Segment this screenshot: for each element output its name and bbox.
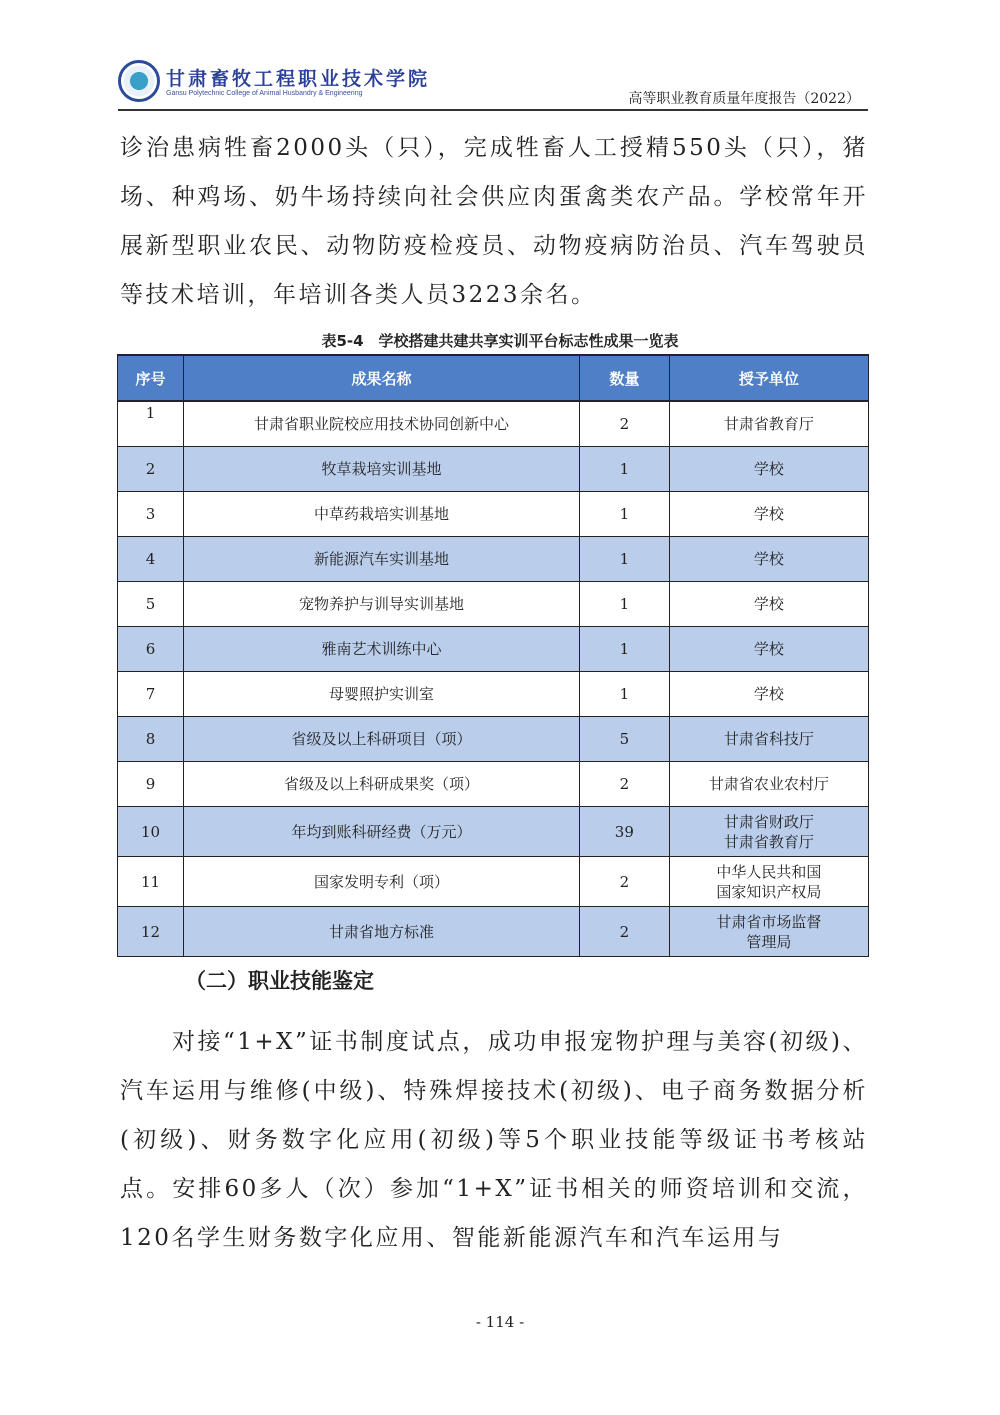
- achievement-name: 母婴照护实训室: [184, 672, 580, 717]
- school-logo: [118, 60, 160, 102]
- achievement-name: 甘肃省职业院校应用技术协同创新中心: [184, 401, 580, 447]
- quantity: 1: [580, 627, 670, 672]
- row-number: 3: [118, 492, 184, 537]
- awarding-unit: 甘肃省农业农村厅: [669, 762, 868, 807]
- table-row: [118, 537, 869, 582]
- section-heading: （二）职业技能鉴定: [185, 968, 374, 993]
- quantity: 2: [580, 762, 670, 807]
- row-number: 1: [118, 401, 184, 447]
- awarding-unit: 学校: [669, 447, 868, 492]
- achievement-name: 年均到账科研经费（万元）: [184, 807, 580, 857]
- awarding-unit: 甘肃省科技厅: [669, 717, 868, 762]
- table-row: [118, 807, 869, 857]
- achievement-name: 宠物养护与训导实训基地: [184, 582, 580, 627]
- table-row: [118, 492, 869, 537]
- table-row: [118, 582, 869, 627]
- row-number: 6: [118, 627, 184, 672]
- achievement-name: 雅南艺术训练中心: [184, 627, 580, 672]
- row-number: 7: [118, 672, 184, 717]
- row-number: 2: [118, 447, 184, 492]
- achievement-name: 牧草栽培实训基地: [184, 447, 580, 492]
- table-row: [118, 627, 869, 672]
- row-number: 9: [118, 762, 184, 807]
- table-row: [118, 857, 869, 907]
- awarding-unit: 中华人民共和国 国家知识产权局: [669, 857, 868, 907]
- quantity: 39: [580, 807, 670, 857]
- awarding-unit: 学校: [669, 672, 868, 717]
- quantity: 2: [580, 401, 670, 447]
- row-number: 8: [118, 717, 184, 762]
- awarding-unit: 学校: [669, 492, 868, 537]
- awarding-unit: 学校: [669, 537, 868, 582]
- paragraph-2: 对接“1+X”证书制度试点，成功申报宠物护理与美容(初级)、汽车运用与维修(中级)、特殊焊接技术(初级)、电子商务数据分析(初级)、财务数字化应用(初级)等5个职业技能等级证书考核站点。安排60多人（次）参加“1+X”证书相关的师资培训和交流，120名学生财务数字化应用、智能新能源汽车和汽车运用与: [120, 1029, 868, 1251]
- achievement-name: 国家发明专利（项）: [184, 857, 580, 907]
- awarding-unit: 学校: [669, 627, 868, 672]
- paragraph-1: 诊治患病牲畜2000头（只），完成牲畜人工授精550头（只），猪场、种鸡场、奶牛场持续向社会供应肉蛋禽类农产品。学校常年开展新型职业农民、动物防疫检疫员、动物疫病防治员、汽车驾驶员等技术培训，年培训各类人员3223余名。: [120, 135, 868, 308]
- table-caption: 表5-4 学校搭建共建共享实训平台标志性成果一览表: [321, 332, 679, 350]
- awarding-unit: 学校: [669, 582, 868, 627]
- achievement-name: 省级及以上科研项目（项）: [184, 717, 580, 762]
- achievement-name: 甘肃省地方标准: [184, 907, 580, 957]
- achievement-name: 中草药栽培实训基地: [184, 492, 580, 537]
- column-header: 序号: [118, 355, 184, 401]
- awarding-unit: 甘肃省教育厅: [669, 401, 868, 447]
- table-row: [118, 907, 869, 957]
- row-number: 12: [118, 907, 184, 957]
- quantity: 5: [580, 717, 670, 762]
- achievements-table: [117, 354, 869, 957]
- school-name-en: Gansu Polytechnic College of Animal Husbandry & Engineering: [166, 90, 363, 97]
- quantity: 1: [580, 537, 670, 582]
- row-number: 11: [118, 857, 184, 907]
- quantity: 2: [580, 907, 670, 957]
- table-row: [118, 762, 869, 807]
- awarding-unit: 甘肃省财政厅 甘肃省教育厅: [669, 807, 868, 857]
- table-row: [118, 447, 869, 492]
- quantity: 1: [580, 447, 670, 492]
- column-header: 授予单位: [669, 355, 868, 401]
- quantity: 1: [580, 582, 670, 627]
- table-row: [118, 401, 869, 447]
- column-header: 成果名称: [184, 355, 580, 401]
- table-row: [118, 717, 869, 762]
- table-row: [118, 672, 869, 717]
- achievement-name: 省级及以上科研成果奖（项）: [184, 762, 580, 807]
- achievement-name: 新能源汽车实训基地: [184, 537, 580, 582]
- quantity: 1: [580, 672, 670, 717]
- column-header: 数量: [580, 355, 670, 401]
- quantity: 1: [580, 492, 670, 537]
- row-number: 4: [118, 537, 184, 582]
- report-title: 高等职业教育质量年度报告（2022）: [628, 91, 860, 107]
- row-number: 5: [118, 582, 184, 627]
- row-number: 10: [118, 807, 184, 857]
- header-divider: [118, 109, 868, 111]
- awarding-unit: 甘肃省市场监督 管理局: [669, 907, 868, 957]
- page-number: - 114 -: [475, 1313, 525, 1331]
- quantity: 2: [580, 857, 670, 907]
- school-name-cn: 甘肃畜牧工程职业技术学院: [166, 68, 431, 90]
